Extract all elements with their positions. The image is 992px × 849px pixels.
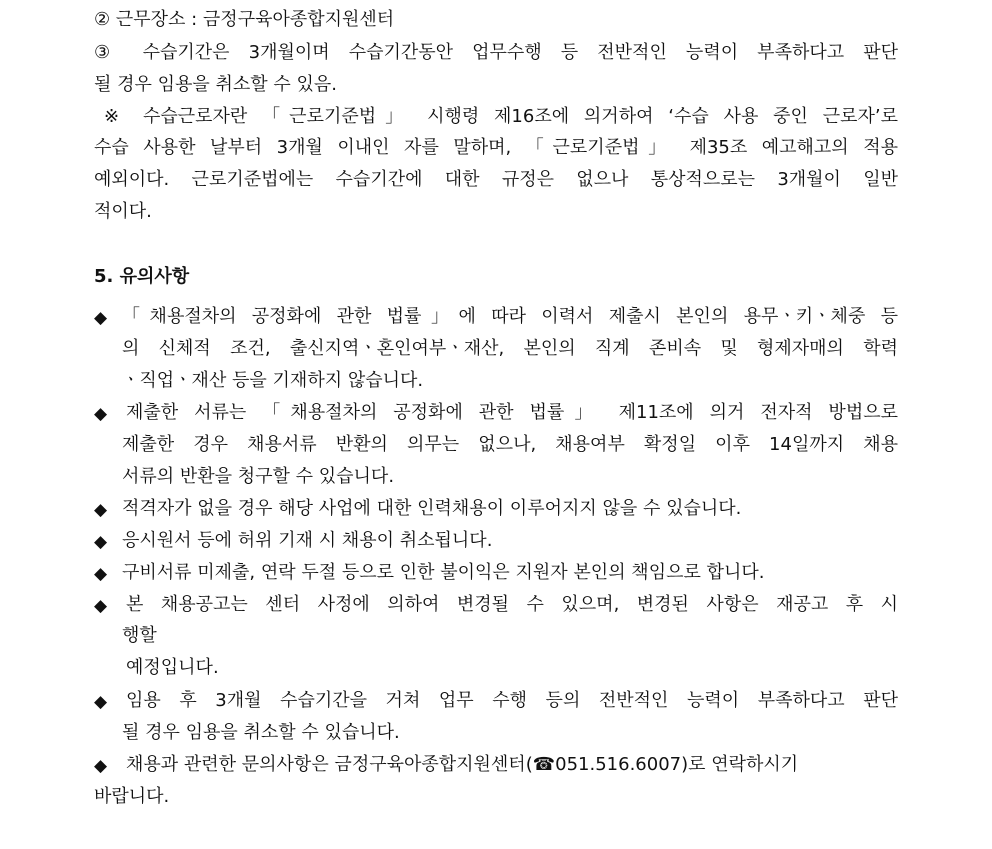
note-line: 수습 사용한 날부터 3개월 이내인 자를 말하며, 「근로기준법」 제35조 예고해고의 적용 [94, 137, 898, 158]
notice-line: 의 신체적 조건, 출신지역ㆍ혼인여부ㆍ재산, 본인의 직계 존비속 및 형제자매의 학력 [122, 338, 898, 359]
notice-line: 바랍니다. [94, 786, 170, 807]
bullet-icon: ◆ [94, 596, 108, 616]
note-line: ※ 수습근로자란 「근로기준법」 시행령 제16조에 의거하여 ‘수습 사용 중인 근로자’로 [104, 106, 898, 127]
notice-line: 적격자가 없을 경우 해당 사업에 대한 인력채용이 이루어지지 않을 수 있습니다. [122, 498, 742, 519]
note-line: 적이다. [94, 201, 152, 222]
workplace-line: ② 근무장소 : 금정구육아종합지원센터 [94, 9, 395, 30]
notice-line: 행할 [122, 625, 157, 646]
note-line: 예외이다. 근로기준법에는 수습기간에 대한 규정은 없으나 통상적으로는 3개월이 일반 [94, 169, 898, 190]
notice-line: 제출한 경우 채용서류 반환의 의무는 없으나, 채용여부 확정일 이후 14일까지 채용 [122, 434, 898, 455]
notice-line: 제출한 서류는 「채용절차의 공정화에 관한 법률」 제11조에 의거 전자적 방법으로 [126, 402, 898, 423]
notice-line: 서류의 반환을 청구할 수 있습니다. [122, 466, 395, 487]
section-heading: 5. 유의사항 [94, 266, 190, 287]
bullet-icon: ◆ [94, 564, 108, 584]
notice-line: 「채용절차의 공정화에 관한 법률」에 따라 이력서 제출시 본인의 용무ㆍ키ㆍ체중 등 [122, 306, 898, 327]
bullet-icon: ◆ [94, 756, 108, 776]
notice-line: 응시원서 등에 허위 기재 시 채용이 취소됩니다. [122, 530, 493, 551]
probation-line-cont: 될 경우 임용을 취소할 수 있음. [94, 74, 337, 95]
notice-line: 구비서류 미제출, 연락 두절 등으로 인한 불이익은 지원자 본인의 책임으로 합니다. [122, 562, 765, 583]
notice-line: 채용과 관련한 문의사항은 금정구육아종합지원센터(☎051.516.6007)로 연락하시기 [126, 754, 799, 775]
bullet-icon: ◆ [94, 404, 108, 424]
notice-line: 본 채용공고는 센터 사정에 의하여 변경될 수 있으며, 변경된 사항은 재공고 후 시 [126, 594, 898, 615]
bullet-icon: ◆ [94, 692, 108, 712]
probation-line: ③ 수습기간은 3개월이며 수습기간동안 업무수행 등 전반적인 능력이 부족하다고 판단 [94, 42, 898, 63]
notice-line: 될 경우 임용을 취소할 수 있습니다. [122, 722, 400, 743]
notice-line: ㆍ직업ㆍ재산 등을 기재하지 않습니다. [122, 370, 424, 391]
bullet-icon: ◆ [94, 500, 108, 520]
notice-line: 예정입니다. [126, 657, 219, 678]
bullet-icon: ◆ [94, 308, 108, 328]
bullet-icon: ◆ [94, 532, 108, 552]
notice-line: 임용 후 3개월 수습기간을 거쳐 업무 수행 등의 전반적인 능력이 부족하다고 판단 [126, 690, 898, 711]
